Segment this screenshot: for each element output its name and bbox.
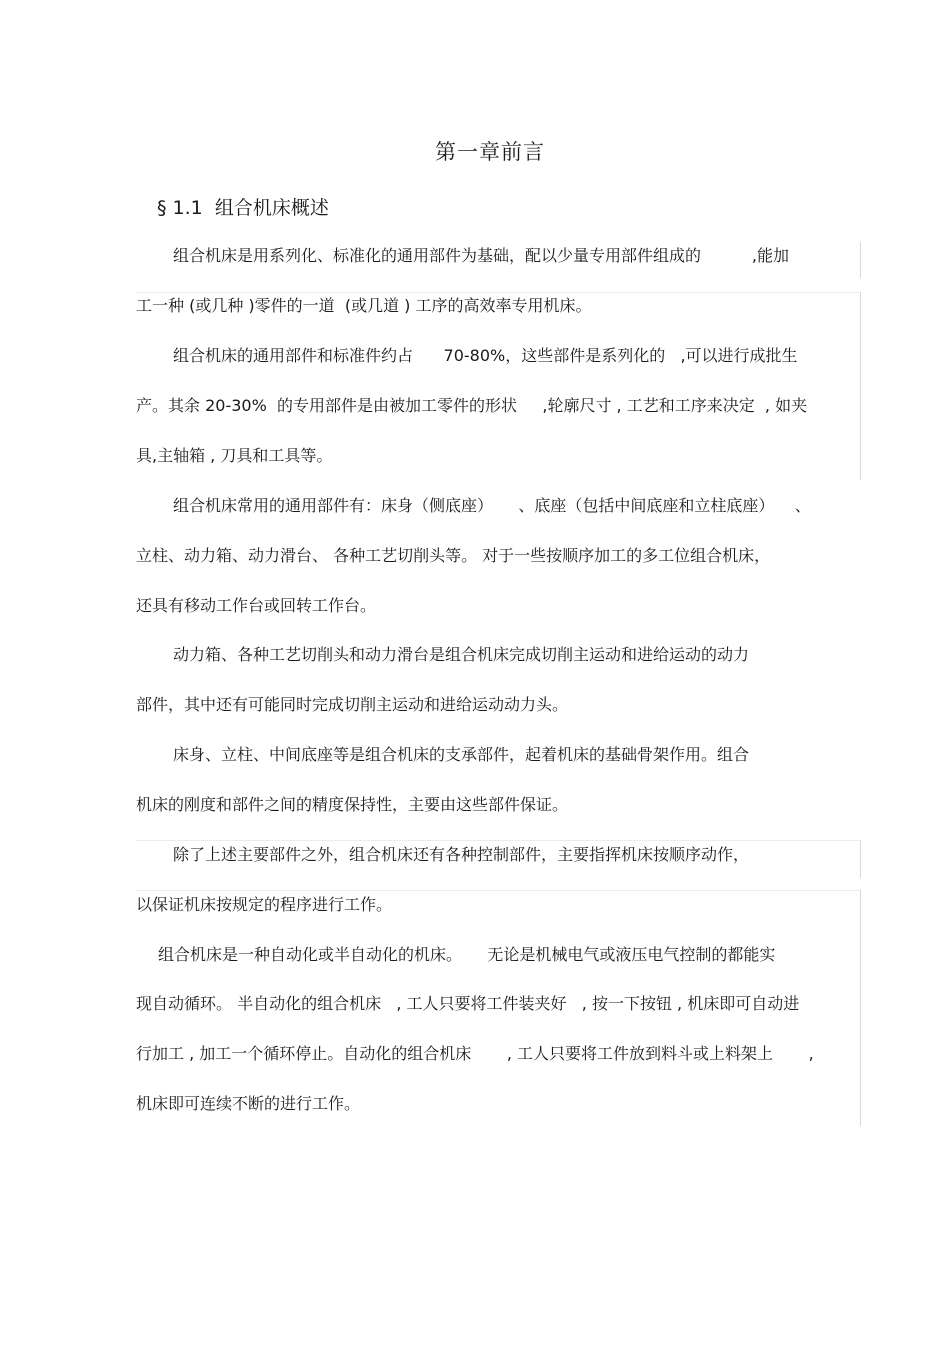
paragraph-line: 组合机床是用系列化、标准化的通用部件为基础，配以少量专用部件组成的 ,能加 xyxy=(173,246,789,265)
paragraph-line: 立柱、动力箱、动力滑台、 各种工艺切削头等。 对于一些按顺序加工的多工位组合机床， xyxy=(136,546,771,565)
paragraph-line: 除了上述主要部件之外，组合机床还有各种控制部件，主要指挥机床按顺序动作， xyxy=(173,845,750,864)
paragraph-line: 机床即可连续不断的进行工作。 xyxy=(136,1094,361,1113)
paragraph-line: 现自动循环。 半自动化的组合机床 , 工人只要将工件装夹好 , 按一下按钮 , 机床即可自动进 xyxy=(136,994,800,1013)
chapter-title: 第一章前言 xyxy=(435,140,545,164)
paragraph-line: 部件，其中还有可能同时完成切削主运动和进给运动动力头。 xyxy=(136,695,569,714)
text-box-border xyxy=(136,890,861,891)
text-box-border xyxy=(860,840,861,878)
paragraph-line: 以保证机床按规定的程序进行工作。 xyxy=(136,895,393,914)
text-box-border xyxy=(136,292,861,293)
paragraph-line: 具,主轴箱 , 刀具和工具等。 xyxy=(136,446,333,465)
text-box-border xyxy=(860,292,861,480)
text-box-border xyxy=(860,242,861,278)
text-box-border xyxy=(136,840,861,841)
text-box-border xyxy=(860,890,861,1126)
paragraph-line: 组合机床的通用部件和标准件约占 70-80%，这些部件是系列化的 ,可以进行成批生 xyxy=(173,346,798,365)
paragraph-line: 还具有移动工作台或回转工作台。 xyxy=(136,596,377,615)
paragraph-line: 组合机床常用的通用部件有：床身（侧底座） 、底座（包括中间底座和立柱底座） 、 xyxy=(173,496,811,515)
section-heading: § 1.1 组合机床概述 xyxy=(157,197,329,219)
paragraph-line: 工一种 (或几种 )零件的一道 (或几道 ) 工序的高效率专用机床。 xyxy=(136,296,592,315)
paragraph-line: 产。其余 20-30% 的专用部件是由被加工零件的形状 ,轮廓尺寸 , 工艺和工序来决定 , 如夹 xyxy=(136,396,808,415)
paragraph-line: 组合机床是一种自动化或半自动化的机床。 无论是机械电气或液压电气控制的都能实 xyxy=(158,945,776,964)
paragraph-line: 动力箱、各种工艺切削头和动力滑台是组合机床完成切削主运动和进给运动的动力 xyxy=(173,645,750,664)
paragraph-line: 机床的刚度和部件之间的精度保持性，主要由这些部件保证。 xyxy=(136,795,569,814)
paragraph-line: 行加工 , 加工一个循环停止。自动化的组合机床 , 工人只要将工件放到料斗或上料架上 , xyxy=(136,1044,814,1063)
paragraph-line: 床身、立柱、中间底座等是组合机床的支承部件，起着机床的基础骨架作用。组合 xyxy=(173,745,750,764)
